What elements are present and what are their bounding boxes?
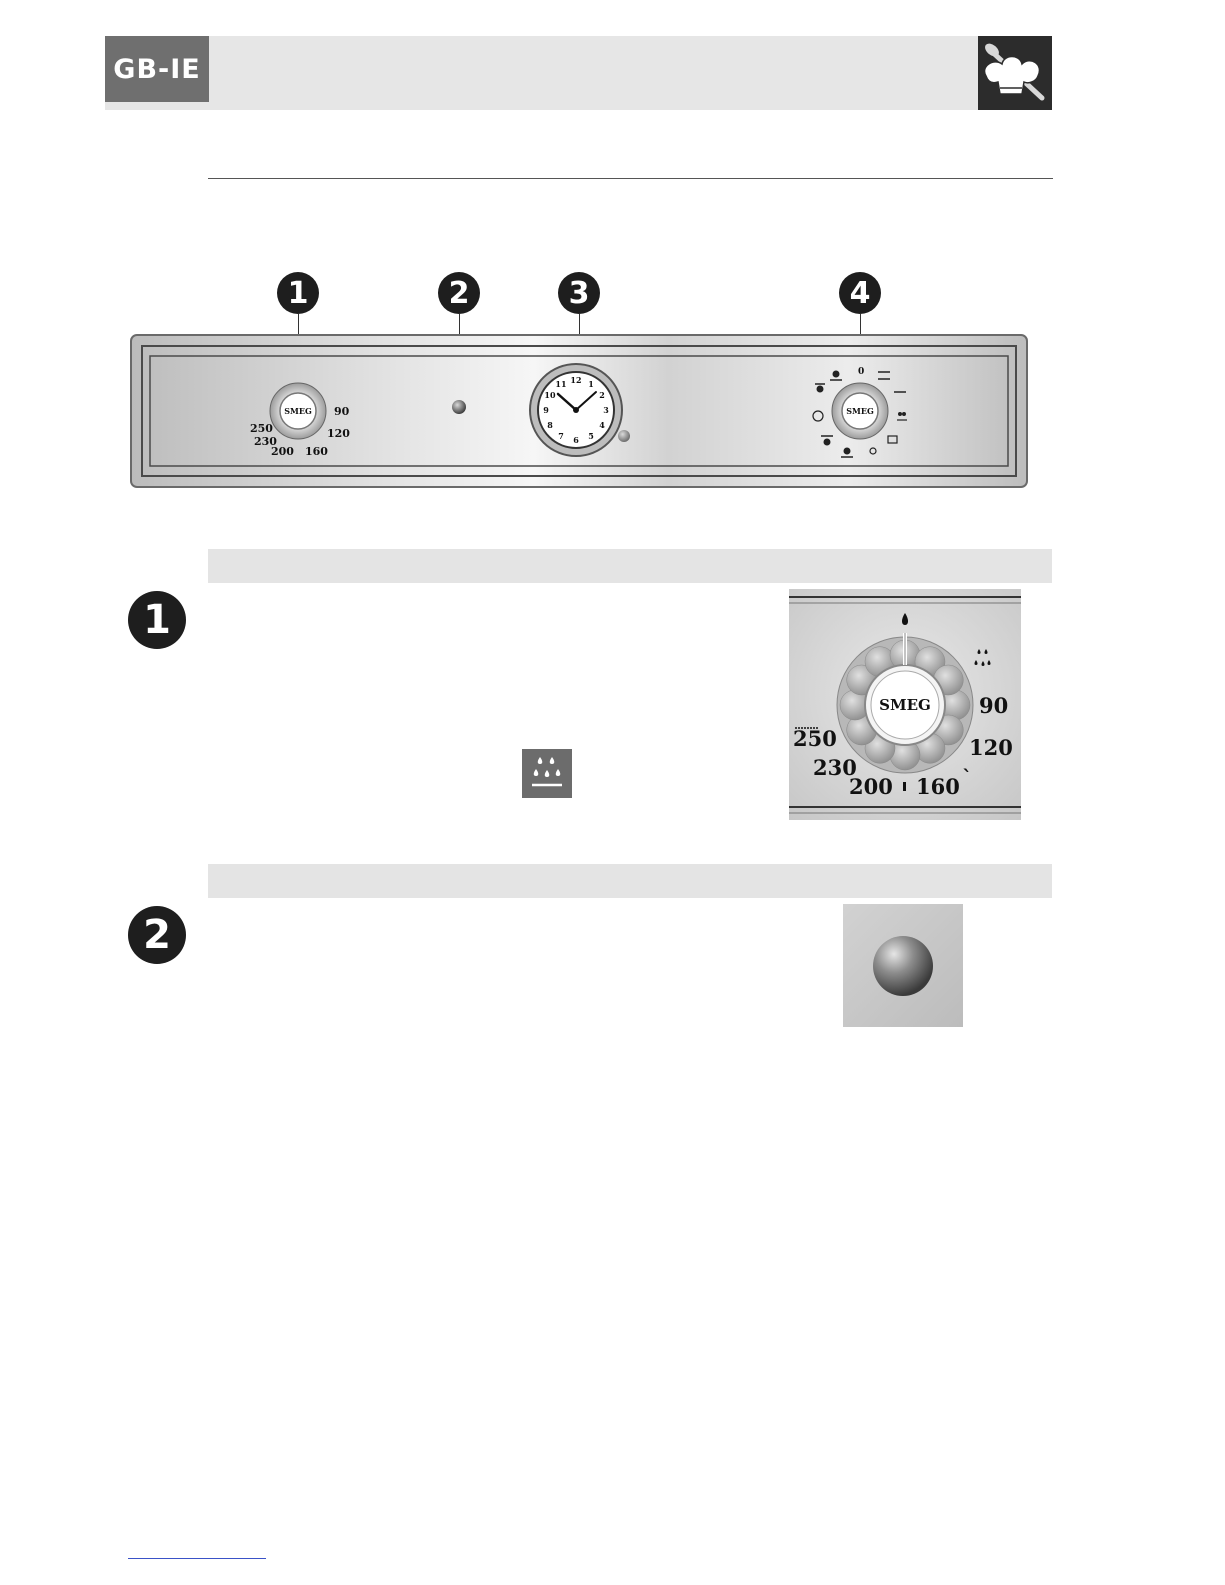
clock-number: 12: [570, 375, 582, 385]
section-1-number: 1: [128, 591, 186, 649]
clock-number: 2: [599, 390, 605, 400]
section-2-bar: [208, 864, 1052, 898]
section-2-number: 2: [128, 906, 186, 964]
detail-scale-160: 160: [916, 774, 960, 799]
detail-scale-120: 120: [969, 735, 1013, 760]
callout-2: 2: [438, 272, 480, 314]
indicator-light-icon: [843, 904, 963, 1027]
footer-link-rule: [128, 1558, 266, 1559]
callout-4: 4: [839, 272, 881, 314]
thermostat-knob-detail: [789, 589, 1021, 820]
clock-number: 6: [573, 435, 579, 445]
svg-text:`: `: [962, 765, 972, 789]
clock-number: 5: [588, 431, 594, 441]
clock-number: 9: [543, 405, 549, 415]
clock-number: 3: [603, 405, 609, 415]
panel-scale-230: 230: [254, 435, 277, 448]
defrost-drops-icon: [522, 749, 572, 798]
panel-selector-zero: 0: [858, 367, 865, 377]
chef-hat-spoon-icon: [978, 36, 1052, 110]
detail-scale-250: 250: [793, 726, 837, 751]
language-badge: GB-IE: [105, 36, 209, 102]
panel-scale-160: 160: [305, 445, 328, 458]
detail-scale-90: 90: [979, 693, 1009, 718]
oven-control-panel: [130, 334, 1028, 490]
clock-number: 11: [555, 379, 567, 389]
panel-selector-label: SMEG: [846, 406, 874, 416]
panel-scale-250: 250: [250, 422, 273, 435]
detail-scale-230: 230: [813, 755, 857, 780]
callout-3: 3: [558, 272, 600, 314]
panel-scale-90: 90: [334, 405, 350, 418]
detail-scale-200: 200: [849, 774, 893, 799]
panel-scale-200: 200: [271, 445, 294, 458]
callout-1: 1: [277, 272, 319, 314]
clock-number: 8: [547, 420, 553, 430]
title-rule: [208, 178, 1053, 179]
detail-knob-label: SMEG: [879, 696, 931, 714]
clock-number: 1: [588, 379, 594, 389]
panel-indicator-light: [452, 400, 466, 414]
clock-number: 4: [599, 420, 605, 430]
clock-number: 7: [558, 431, 564, 441]
header-band: [105, 36, 1052, 110]
panel-scale-120: 120: [327, 427, 350, 440]
section-1-bar: [208, 549, 1052, 583]
clock-number: 10: [544, 390, 556, 400]
panel-thermostat-label: SMEG: [284, 406, 312, 416]
